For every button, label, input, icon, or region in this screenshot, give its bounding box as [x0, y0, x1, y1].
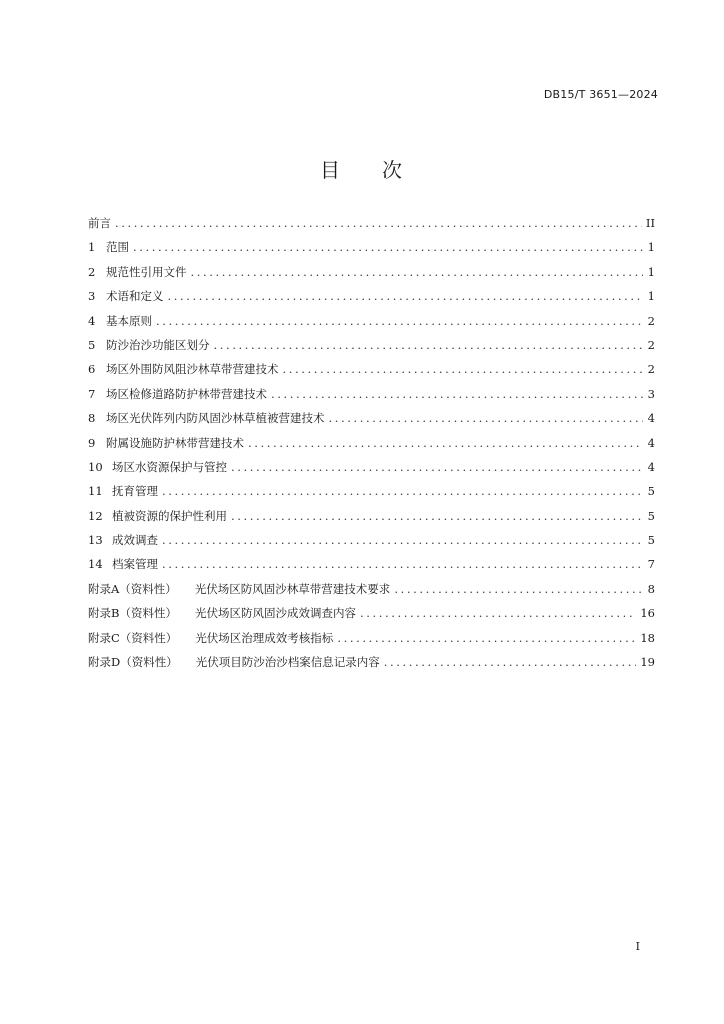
toc-entry-page: 4 [647, 435, 655, 450]
page-title [0, 154, 724, 183]
toc-entry-label: 场区水资源保护与管控 [112, 459, 227, 474]
dot-leader [156, 314, 643, 328]
toc-entry-page: 7 [647, 557, 655, 572]
dot-leader [248, 436, 643, 450]
toc-annex-c[interactable] [88, 630, 655, 654]
dot-leader [394, 582, 643, 596]
toc-entry-4[interactable] [88, 313, 655, 337]
toc-entry-7[interactable] [88, 386, 655, 410]
toc-entry-14[interactable] [88, 556, 655, 580]
dot-leader [115, 216, 642, 230]
toc-entry-3[interactable] [88, 288, 655, 312]
annex-prefix: 附录A（资料性） [88, 581, 177, 596]
dot-leader [231, 460, 643, 474]
toc-entry-8[interactable] [88, 410, 655, 434]
toc-entry-6[interactable] [88, 361, 655, 385]
dot-leader [329, 411, 644, 425]
toc-entry-page: 4 [647, 459, 655, 474]
toc-entry-label: 前言 [88, 216, 111, 230]
toc-entry-number: 2 [88, 264, 96, 279]
toc-annex-b[interactable] [88, 605, 655, 629]
toc-entry-label: 附属设施防护林带营建技术 [106, 435, 244, 450]
dot-leader [162, 484, 643, 498]
dot-leader [214, 338, 644, 352]
toc-entry-page: 8 [647, 581, 655, 596]
toc-entry-11[interactable] [88, 483, 655, 507]
toc-entry-number: 7 [88, 386, 96, 401]
toc-entry-page: 5 [647, 533, 655, 548]
dot-leader [191, 265, 644, 279]
toc-entry-number: 1 [88, 240, 96, 255]
toc-entry-label: 术语和定义 [106, 289, 164, 304]
document-code: DB15/T 3651—2024 [543, 88, 658, 101]
toc-entry-label: 植被资源的保护性利用 [112, 508, 227, 523]
toc-entry-page: 2 [647, 313, 655, 328]
annex-title: 光伏场区治理成效考核指标 [195, 630, 334, 645]
dot-leader [162, 557, 643, 571]
toc-entry-page: 18 [640, 630, 655, 645]
toc-entry-number: 4 [88, 313, 96, 328]
toc-entry-2[interactable] [88, 264, 655, 288]
toc-entry-10[interactable] [88, 459, 655, 483]
dot-leader [360, 606, 636, 620]
toc-entry-page: 3 [647, 386, 655, 401]
toc-entry-page: II [645, 216, 655, 230]
toc-entry-number: 13 [88, 533, 103, 548]
dot-leader [384, 655, 637, 669]
title-char-right: 次 [382, 158, 404, 182]
annex-title: 光伏项目防沙治沙档案信息记录内容 [195, 655, 380, 670]
toc-entry-label: 档案管理 [112, 557, 158, 572]
toc-entry-label: 抚育管理 [112, 484, 158, 499]
toc-entry-page: 2 [647, 362, 655, 377]
toc-entry-page: 1 [647, 240, 655, 255]
dot-leader [133, 240, 643, 254]
toc-entry-label: 规范性引用文件 [106, 264, 187, 279]
toc-entry-label: 成效调查 [112, 533, 158, 548]
dot-leader [283, 362, 644, 376]
title-char-left: 目 [320, 158, 342, 182]
toc-entry-page: 5 [647, 484, 655, 499]
toc-entry-page: 4 [647, 411, 655, 426]
toc-entry-number: 9 [88, 435, 96, 450]
page-number: I [635, 940, 640, 953]
table-of-contents [88, 215, 655, 678]
annex-prefix: 附录D（资料性） [88, 655, 178, 670]
toc-entry-13[interactable] [88, 532, 655, 556]
toc-entry-page: 5 [647, 508, 655, 523]
toc-entry-number: 8 [88, 411, 96, 426]
toc-entry-page: 16 [640, 606, 655, 621]
toc-entry-label: 场区光伏阵列内防风固沙林草植被营建技术 [106, 411, 325, 426]
toc-entry-1[interactable] [88, 239, 655, 263]
toc-entry-page: 1 [647, 289, 655, 304]
toc-entry-page: 19 [640, 655, 655, 670]
toc-entry-9[interactable] [88, 435, 655, 459]
toc-entry-number: 14 [88, 557, 103, 572]
dot-leader [168, 289, 644, 303]
toc-entry-12[interactable] [88, 508, 655, 532]
annex-prefix: 附录C（资料性） [88, 630, 178, 645]
toc-entry-number: 10 [88, 459, 103, 474]
toc-entry-number: 6 [88, 362, 96, 377]
toc-entry-number: 11 [88, 484, 103, 499]
annex-title: 光伏场区防风固沙林草带营建技术要求 [194, 581, 391, 596]
toc-entry-number: 3 [88, 289, 96, 304]
annex-title: 光伏场区防风固沙成效调查内容 [194, 606, 356, 621]
toc-entry-page: 1 [647, 264, 655, 279]
toc-entry-label: 范围 [106, 240, 129, 255]
toc-entry-label: 防沙治沙功能区划分 [106, 337, 210, 352]
toc-entry-number: 5 [88, 337, 96, 352]
dot-leader [337, 631, 636, 645]
dot-leader [231, 509, 643, 523]
toc-entry-label: 场区检修道路防护林带营建技术 [106, 386, 267, 401]
toc-annex-a[interactable] [88, 581, 655, 605]
toc-entry-number: 12 [88, 508, 103, 523]
toc-annex-d[interactable] [88, 654, 655, 678]
toc-entry-label: 场区外围防风阻沙林草带营建技术 [106, 362, 279, 377]
annex-prefix: 附录B（资料性） [88, 606, 177, 621]
toc-entry-label: 基本原则 [106, 313, 152, 328]
toc-entry-page: 2 [647, 337, 655, 352]
toc-entry-5[interactable] [88, 337, 655, 361]
dot-leader [271, 387, 643, 401]
toc-entry-foreword[interactable] [88, 215, 655, 239]
dot-leader [162, 533, 643, 547]
